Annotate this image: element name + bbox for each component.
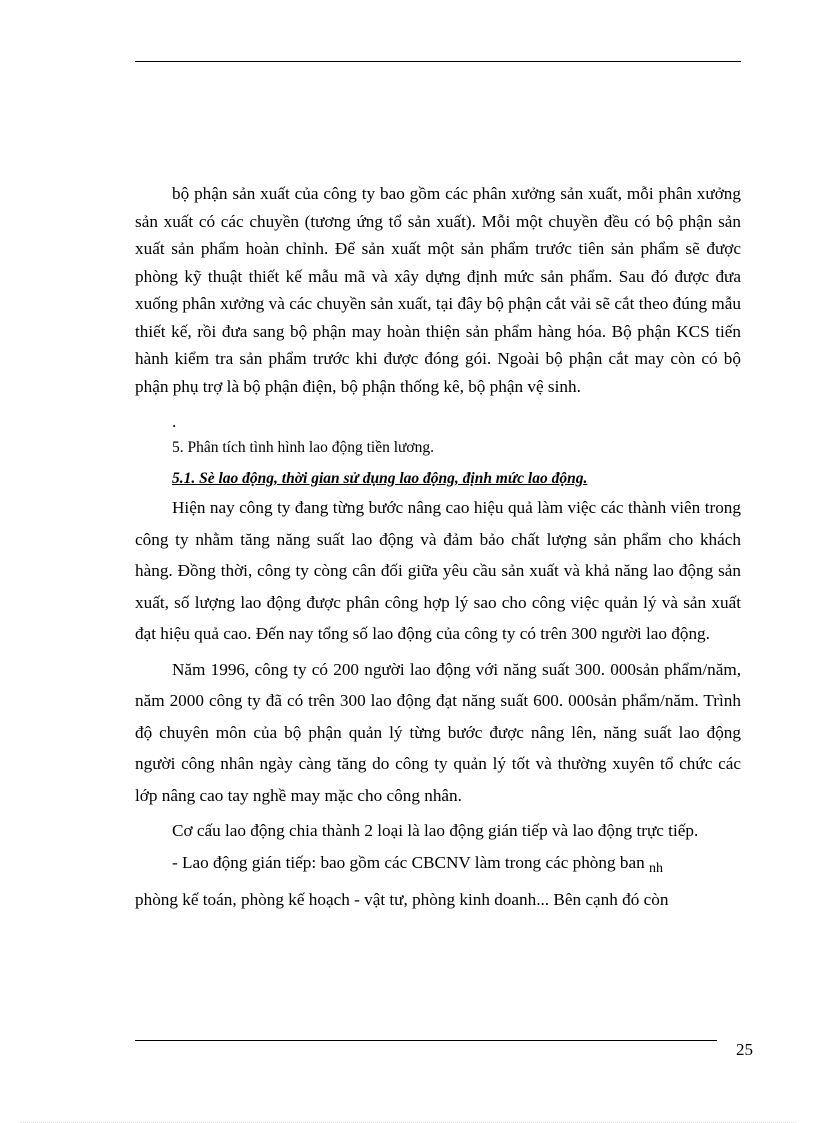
page-number: 25	[736, 1040, 753, 1059]
indirect-labor-line2: phòng kế toán, phòng kế hoạch - vật tư, phòng kinh doanh... Bên cạnh đó còn	[135, 890, 669, 909]
indirect-labor-line1: - Lao động gián tiếp: bao gồm các CBCNV làm trong các phòng ban	[172, 852, 645, 872]
subsection-heading: 5.1. Sè lao động, thời gian sử dụng lao động, định mức lao động.	[172, 470, 588, 487]
paragraph-labor-overview: Hiện nay công ty đang từng bước nâng cao hiệu quả làm việc các thành viên trong công ty nhằm tăng năng suất lao động và đảm bảo chất lượng sản phẩm cho khách hàng. Đồng thời, công ty còng cân đối giữa yêu cầu sản xuất và khả năng lao động sản xuất, số lượng lao động được phân công hợp lý sao cho công việc quản lý và sản xuất đạt hiệu quả cao. Đến nay tổng số lao động của công ty có trên 300 người lao động.	[135, 498, 741, 643]
paragraph-labor-history: Năm 1996, công ty có 200 người lao động với năng suất 300. 000sản phẩm/năm, năm 2000 công ty đã có trên 300 lao động đạt năng suất 600. 000sản phẩm/năm. Trình độ chuyên môn của bộ phận quản lý từng bước được nâng lên, năng suất lao động người công nhân ngày càng tăng do công ty quản lý tốt và thường xuyên tổ chức các lớp nâng cao tay nghề may mặc cho công nhân.	[135, 659, 741, 805]
indirect-labor-fragment: nh	[649, 860, 664, 876]
paragraph-production: bộ phận sản xuất của công ty bao gồm các phân xưởng sản xuất, mỗi phân xưởng sản xuất có các chuyền (tương ứng tổ sản xuất). Mỗi một chuyền đều có bộ phận sản xuất sản phẩm hoàn chỉnh. Để sản xuất một sản phẩm trước tiên sản phẩm sẽ được phòng kỹ thuật thiết kế mẫu mã và xây dựng định mức sản phẩm. Sau đó được đưa xuống phân xưởng và các chuyền sản xuất, tại đây bộ phận cắt vải sẽ cắt theo đúng mẫu thiết kế, rồi đưa sang bộ phận may hoàn thiện sản phẩm hàng hóa. Bộ phận KCS tiến hành kiểm tra sản phẩm trước khi được đóng gói. Ngoài bộ phận cắt may còn có bộ phận phụ trợ là bộ phận điện, bộ phận thống kê, bộ phận vệ sinh.	[135, 184, 741, 396]
footer-rule	[135, 1040, 717, 1041]
header-rule	[135, 61, 741, 62]
section-heading: 5. Phân tích tình hình lao động tiền lương.	[172, 439, 434, 456]
paragraph-labor-structure: Cơ cấu lao động chia thành 2 loại là lao động gián tiếp và lao động trực tiếp.	[172, 821, 699, 840]
stray-dot: .	[172, 412, 177, 431]
paragraph-indirect-labor	[135, 847, 741, 916]
page-body	[135, 180, 741, 916]
